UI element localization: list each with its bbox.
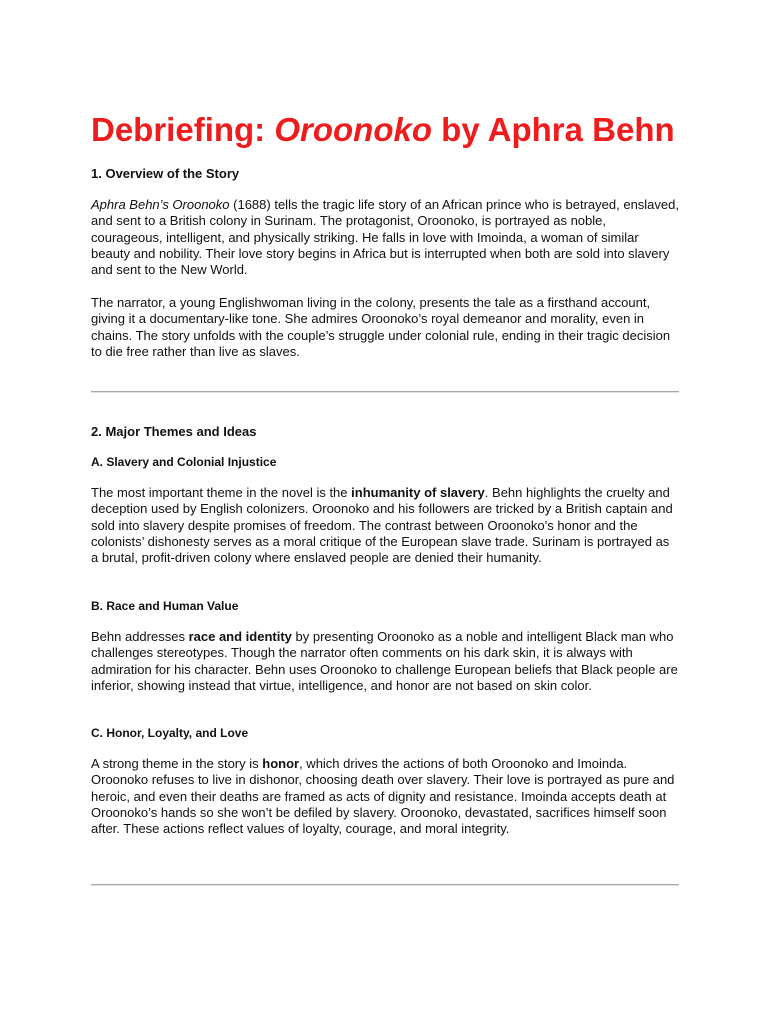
subheading-race: B. Race and Human Value bbox=[91, 599, 239, 613]
overview-italic-lead: Aphra Behn’s Oroonoko bbox=[91, 197, 230, 212]
section-heading-themes: 2. Major Themes and Ideas bbox=[91, 424, 257, 439]
race-text-before: Behn addresses bbox=[91, 629, 189, 644]
overview-paragraph-1-text: (1688) tells the tragic life story of an African prince who is betrayed, enslaved, and sent to a British colony in Surinam. The protagonist, Oroonoko, is portrayed as noble, courageous, intelligent, and physically striking. He falls in love with Imoinda, a woman of similar beauty and nobility. Their love story begins in Africa but is interrupted when both are sold into slavery and sent to the New World. bbox=[91, 197, 679, 278]
slavery-emphasis: inhumanity of slavery bbox=[351, 485, 485, 500]
section-divider-bottom bbox=[91, 884, 679, 886]
honor-text-before: A strong theme in the story is bbox=[91, 756, 263, 771]
honor-text-after: , which drives the actions of both Oroonoko and Imoinda. Oroonoko refuses to live in dishonor, choosing death over slavery. Their love is portrayed as pure and heroic, and even their deaths are framed as acts of dignity and resistance. Imoinda accepts death at Oroonoko’s hands so she won’t be defiled by slavery. Oroonoko, devastated, sacrifices himself soon after. These actions reflect values of loyalty, courage, and moral integrity. bbox=[91, 756, 675, 837]
section-divider bbox=[91, 391, 679, 393]
honor-paragraph bbox=[91, 756, 679, 837]
title-prefix: Debriefing: bbox=[91, 111, 275, 148]
race-paragraph bbox=[91, 629, 679, 694]
title-suffix: by Aphra Behn bbox=[432, 111, 675, 148]
overview-paragraph-2: The narrator, a young Englishwoman living in the colony, presents the tale as a firsthand account, giving it a documentary-like tone. She admires Oroonoko’s royal demeanor and morality, even in chains. The story unfolds with the couple’s struggle under colonial rule, ending in their tragic decision to die free rather than live as slaves. bbox=[91, 295, 671, 359]
slavery-text-before: The most important theme in the novel is the bbox=[91, 485, 352, 500]
slavery-text-after: . Behn highlights the cruelty and deception used by English colonizers. Oroonoko and his followers are tricked by a British captain and sold into slavery despite promises of freedom. The contrast between Oroonoko’s honor and the colonists’ dishonesty serves as a moral critique of the European slave trade. Surinam is portrayed as a brutal, profit-driven colony where enslaved people are denied their humanity. bbox=[91, 485, 673, 566]
title-work: Oroonoko bbox=[274, 111, 432, 148]
honor-emphasis: honor bbox=[262, 756, 300, 771]
subheading-honor: C. Honor, Loyalty, and Love bbox=[91, 726, 249, 740]
race-text-after: by presenting Oroonoko as a noble and intelligent Black man who challenges stereotypes. Though the narrator often comments on his dark skin, it is always with admiration for his character. Behn uses Oroonoko to challenge European beliefs that Black people are inferior, showing instead that virtue, intelligence, and honor are not based on skin color. bbox=[91, 629, 678, 693]
overview-paragraph-1 bbox=[91, 197, 679, 278]
page-title bbox=[91, 108, 675, 152]
subheading-slavery: A. Slavery and Colonial Injustice bbox=[91, 455, 277, 469]
section-heading-overview: 1. Overview of the Story bbox=[91, 166, 240, 181]
race-emphasis: race and identity bbox=[188, 629, 292, 644]
slavery-paragraph bbox=[91, 485, 679, 566]
